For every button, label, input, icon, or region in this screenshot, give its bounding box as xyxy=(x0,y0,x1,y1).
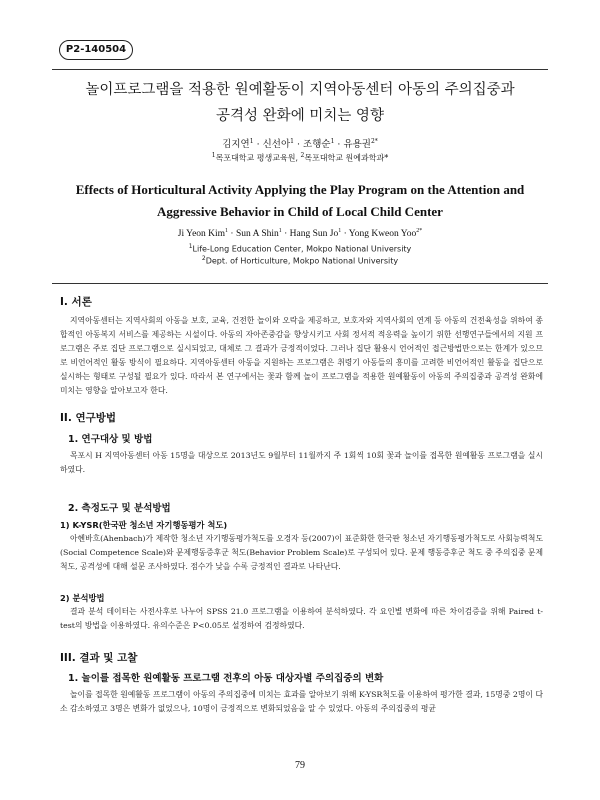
author: Sun A Shin xyxy=(235,229,279,240)
english-affiliation-2: $^2$Dept. of Horticulture, Mokpo National University xyxy=(201,255,399,266)
english-authors: Ji Yeon Kim$^1$ · Sun A Shin$^1$ · Hang Sun $Jo^1$ · Yong Kweon Yoo$^{2*}$ xyxy=(177,228,423,240)
subsection-heading-subjects: 1. 연구대상 및 방법 xyxy=(68,434,153,445)
section-heading-introduction: I. 서론 xyxy=(60,296,92,308)
author: Hang Sun Jo xyxy=(289,229,339,240)
subsection-heading-attention-change: 1. 놀이를 접목한 원예활동 프로그램 전후의 아동 대상자별 주의집중의 변화 xyxy=(68,673,384,684)
korean-authors: 김지연$^1$ · 신선아$^1$ · 조행순$^1$ · 유용권$^{2*}$ xyxy=(222,137,378,150)
section-heading-results: III. 결과 및 고찰 xyxy=(60,652,138,664)
subjects-paragraph: 목포시 H 지역아동센터 아동 15명을 대상으로 2013년도 9월부터 11월까지 주 1회씩 10회 꽃과 놀이를 접목한 원예활동 프로그램을 실시하였다. xyxy=(60,451,543,474)
author: 신선아 xyxy=(262,139,291,150)
korean-title-line-1: 놀이프로그램을 적용한 원예활동이 지역아동센터 아동의 주의집중과 xyxy=(85,82,515,98)
author: 조행순 xyxy=(303,139,331,150)
author: Ji Yeon Kim xyxy=(177,229,226,240)
subsection-heading-measurement: 2. 측정도구 및 분석방법 xyxy=(68,503,171,514)
english-title-line-1: Effects of Horticultural Activity Applying the Play Program on the Attention and xyxy=(75,182,525,197)
english-title-line-2: Aggressive Behavior in Child of Local Child Center xyxy=(157,204,443,219)
top-rule xyxy=(52,69,548,70)
section-heading-methods: II. 연구방법 xyxy=(60,412,117,424)
author: Yong Kweon Yoo xyxy=(348,229,417,240)
introduction-paragraph: 지역아동센터는 지역사회의 아동을 보호, 교육, 건전한 놀이와 오락을 제공하고, 보호자와 지역사회의 연계 등 아동의 건전육성을 위하여 종합적인 아동복지 서비스를 제공하는 시설이다. 아동의 자아존중감을 향상시키고 사회 정서적 적응력을 높이기 위한 선행연구들에서의 지원 프로그램은 주로 집단 프로그램으로 실시되었고, 대체로 그 결과가 긍정적이었다. 그러나 집단 활용시 언어적인 접근방법만으로는 한계가 있으므로 비언어적인 활동 방식이 필요하다. 지역아동센터 아동을 지원하는 프로그램은 취령기 아동들의 흥미를 고려한 비언어적인 활동을 집단으로 실시하는 형태로 구성될 필요가 있다. 따라서 본 연구에서는 꽃과 함께 놀이 프로그램을 적용한 원예활동이 아동의 주의집중과 공격성 완화에 미치는 영향을 알아보고자 한다. xyxy=(60,316,543,395)
author: 김지연 xyxy=(222,139,250,150)
header-bottom-rule xyxy=(52,283,548,284)
author: 유용권 xyxy=(343,139,371,150)
affiliation: 목포대학교 평생교육원, xyxy=(215,153,298,163)
abstract-code-badge: P2-140504 xyxy=(59,40,133,60)
item-heading-kysr: 1) K-YSR(한국판 청소년 자기행동평가 척도) xyxy=(60,520,228,530)
affiliation: 목포대학교 원예과학과* xyxy=(304,153,389,163)
kysr-paragraph: 아헨바흐(Ahenbach)가 제작한 청소년 자기행동평가척도를 오경자 등(2007)이 표준화한 한국판 청소년 자기행동평가척도로 사회능력척도(Social Competence Scale)와 문제행동증후군 척도(Behavior Problem Scale)로 구성되어 있다. 문제 행동증후군 척도 중 주의집중 문제 척도, 공격성에 대해 설문 조사하였다. 점수가 낮을 수록 긍정적인 결과로 나타난다. xyxy=(60,534,543,571)
english-affiliation-1: $^1$Life-Long Education Center, Mokpo National University xyxy=(188,243,412,254)
analysis-paragraph: 결과 분석 데이터는 사전사후로 나누어 SPSS 21.0 프로그램을 이용하여 분석하였다. 각 요인별 변화에 따른 차이검증을 위해 Paired t-test의 방법을 이용하였다. 유의수준은 P<0.05로 설정하여 검정하였다. xyxy=(60,607,543,630)
page-number: 79 xyxy=(295,760,305,771)
korean-title-line-2: 공격성 완화에 미치는 영향 xyxy=(216,108,384,124)
korean-affiliations: $^1$목포대학교 평생교육원, $^2$목포대학교 원예과학과* xyxy=(211,152,389,163)
item-heading-analysis: 2) 분석방법 xyxy=(60,593,105,603)
results-paragraph: 놀이를 접목한 원예활동 프로그램이 아동의 주의집중에 미치는 효과를 알아보기 위해 K-YSR척도를 이용하여 평가한 결과, 15명중 2명이 다소 감소하였고 3명은 변화가 없었으나, 10명이 긍정적으로 변화되었음을 알 수 있었다. 아동의 주의집중의 평균 xyxy=(60,690,543,713)
